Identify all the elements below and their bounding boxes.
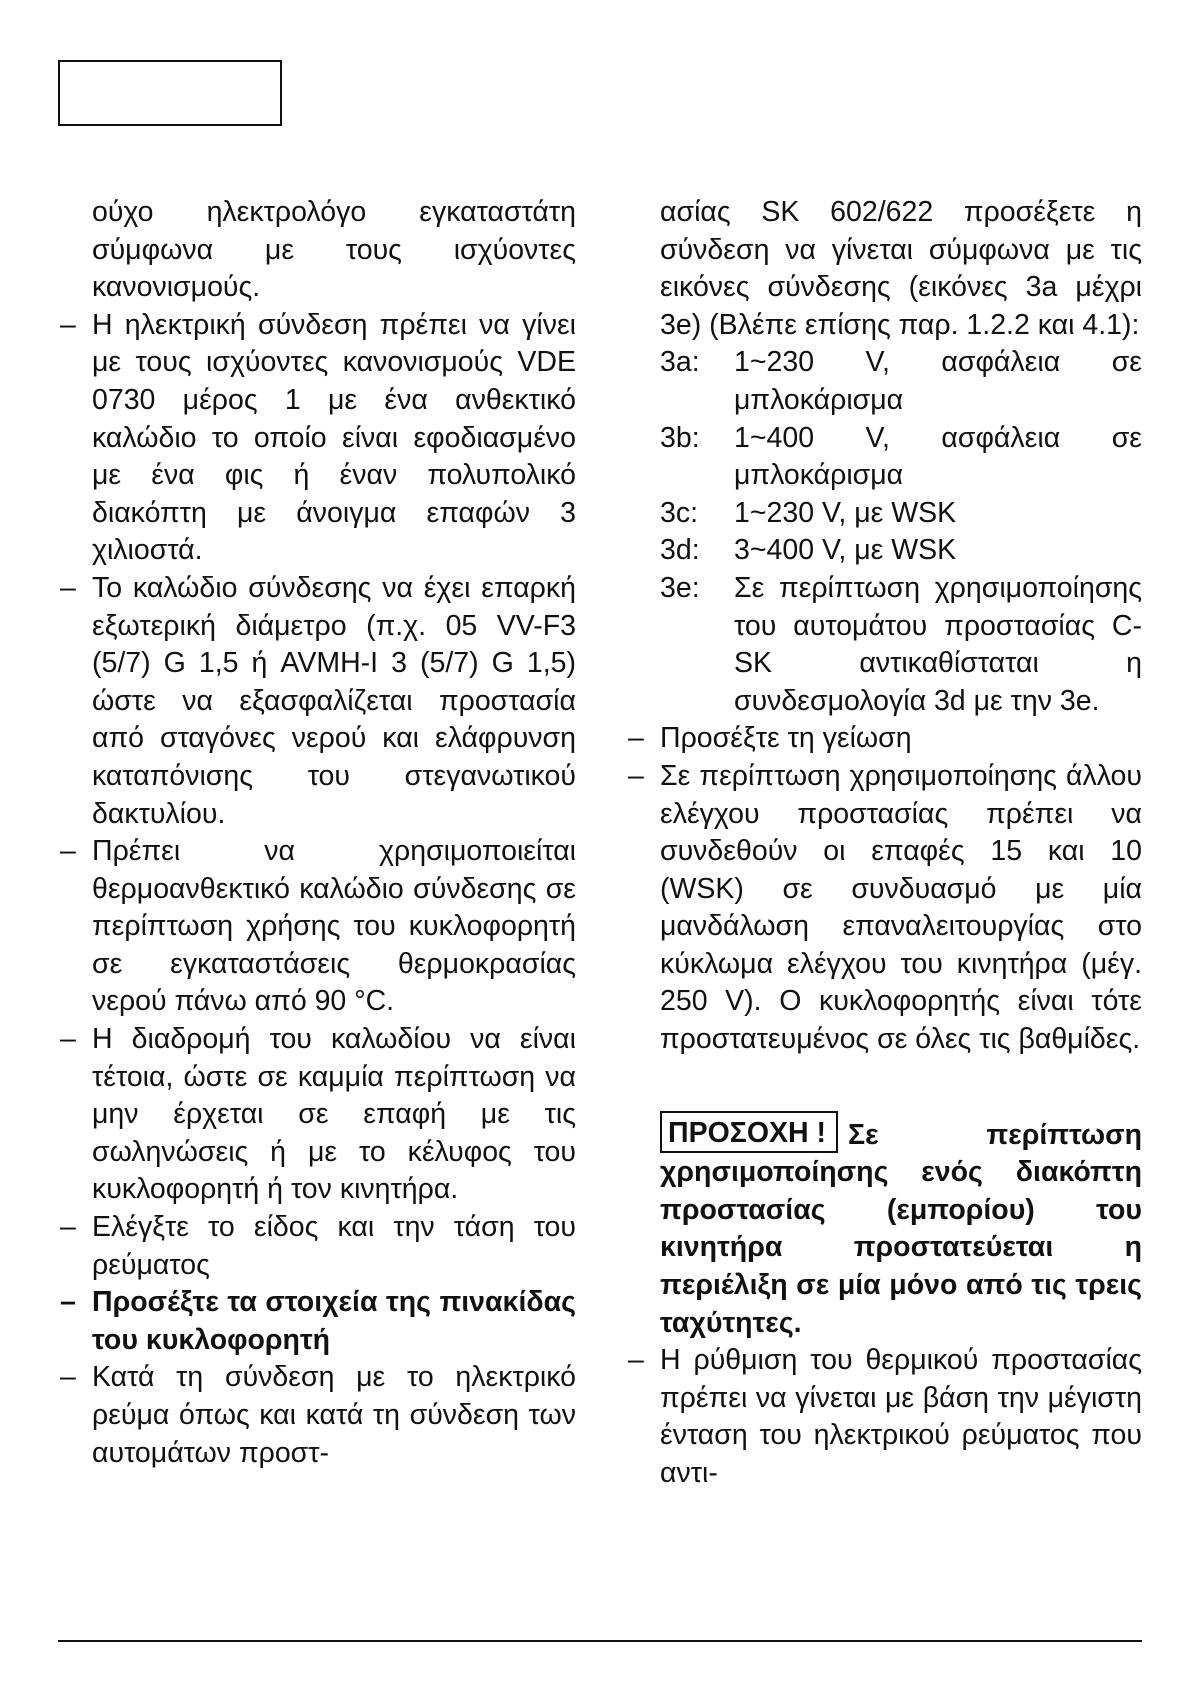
dash-bullet: – [60,1286,76,1319]
dash-bullet: – [60,1211,76,1244]
figure-code: 3e: [660,571,700,604]
list-item [60,570,576,833]
list-item-text: Η ρύθμιση του θερμικού προστασίας πρέπει να γίνεται με βάση την μέγιστη ένταση του ηλεκτρικού ρεύματος που αντι- [660,1344,1142,1489]
list-item [628,1342,1142,1492]
list-item-bold [60,1284,576,1359]
list-item [60,833,576,1021]
list-item [628,720,1142,758]
list-item-text: Η ηλεκτρική σύνδεση πρέπει να γίνει με τους ισχύοντες κανονισμούς VDE 0730 μέρος 1 με ένα ανθεκτικό καλώδιο το οποίο είναι εφοδιασμένο με ένα φις ή έναν πολυπολικό διακόπτη με άνοιγμα επαφών 3 χιλιοστά. [92,308,576,567]
dash-bullet: – [628,722,644,755]
figure-desc: Σε περίπτωση χρησιμοποίησης του αυτομάτου προστασίας C-SK αντικαθίσταται η συνδεσμολογία 3d με την 3e. [734,571,1142,717]
figure-desc: 1~230 V, ασφάλεια σε μπλοκάρισμα [734,346,1142,416]
left-intro-text: ούχο ηλεκτρολόγο εγκαταστάτη σύμφωνα με τους ισχύοντες κανονισμούς. [92,196,576,304]
figure-entry [628,570,1142,720]
figure-desc: 1~230 V, με WSK [734,496,957,529]
figure-code: 3c: [660,496,699,529]
list-item [60,307,576,570]
list-item-text: Το καλώδιο σύνδεσης να έχει επαρκή εξωτερική διάμετρο (π.χ. 05 VV-F3 (5/7) G 1,5 ή AVMH-I 3 (5/7) G 1,5) ώστε να εξασφαλίζεται προστασία από σταγόνες νερού και ελάφρυνση καταπόνισης του στεγανωτικού δακτυλίου. [92,571,576,830]
figure-entry [628,532,1142,570]
figure-code: 3b: [660,421,700,454]
figure-code: 3d: [660,534,700,567]
warning-text: Σε περίπτωση χρησιμοποίησης ενός διακόπτη προστασίας (εμπορίου) του κινητήρα προστατεύεται η περιέλιξη σε μία μόνο από τις τρεις ταχύτητες. [660,1118,1142,1339]
list-item-text: Η διαδρομή του καλωδίου να είναι τέτοια, ώστε σε καμμία περίπτωση να μην έρχεται σε επαφή με τις σωληνώσεις ή με το κέλυφος του κυκλοφορητή ή τον κινητήρα. [92,1023,576,1206]
dash-bullet: – [628,1344,644,1377]
dash-bullet: – [60,308,76,341]
page-number-box [58,60,282,126]
list-item [60,1209,576,1284]
left-column [60,194,576,1472]
figure-entry [628,420,1142,495]
list-item-text: Ελέγξτε το είδος και την τάση του ρεύματος [92,1211,576,1281]
list-item-text: Κατά τη σύνδεση με το ηλεκτρικό ρεύμα όπως και κατά τη σύνδεση των αυτομάτων προστ- [92,1361,576,1469]
dash-bullet: – [60,1361,76,1394]
list-item-text: Προσέξτε τα στοιχεία της πινακίδας του κυκλοφορητή [92,1286,576,1356]
warning-block [628,1111,1142,1343]
dash-bullet: – [60,571,76,604]
list-item [60,1359,576,1472]
dash-bullet: – [60,1023,76,1056]
figure-entry [628,495,1142,533]
list-item-text: Προσέξτε τη γείωση [660,722,912,755]
list-item [60,1021,576,1209]
dash-bullet: – [60,835,76,868]
footer-rule [58,1640,1142,1642]
figure-entry [628,344,1142,419]
figure-desc: 3~400 V, με WSK [734,534,957,567]
right-intro-text: ασίας SK 602/622 προσέξετε η σύνδεση να γίνεται σύμφωνα με τις εικόνες σύνδεσης (εικόνες 3a μέχρι 3e) (Βλέπε επίσης παρ. 1.2.2 και 4.1): [660,196,1142,341]
figure-desc: 1~400 V, ασφάλεια σε μπλοκάρισμα [734,421,1142,492]
list-item-text: Πρέπει να χρησιμοποιείται θερμοανθεκτικό καλώδιο σύνδεσης σε περίπτωση χρήσης του κυκλοφορητή σε εγκαταστάσεις θερμοκρασίας νερού πάνω από 90 °C. [92,835,576,1018]
right-column [628,194,1142,1493]
warning-label: ΠΡΟΣΟΧΗ ! [660,1111,838,1153]
dash-bullet: – [628,759,644,792]
figure-code: 3a: [660,346,700,379]
list-item [628,758,1142,1059]
list-item-text: Σε περίπτωση χρησιμοποίησης άλλου ελέγχου προστασίας πρέπει να συνδεθούν οι επαφές 15 και 10 (WSK) σε συνδυασμό με μία μανδάλωση επαναλειτουργίας στο κύκλωμα ελέγχου του κινητήρα (μέγ. 250 V). Ο κυκλοφορητής είναι τότε προστατευμένος σε όλες τις βαθμίδες. [660,759,1142,1056]
